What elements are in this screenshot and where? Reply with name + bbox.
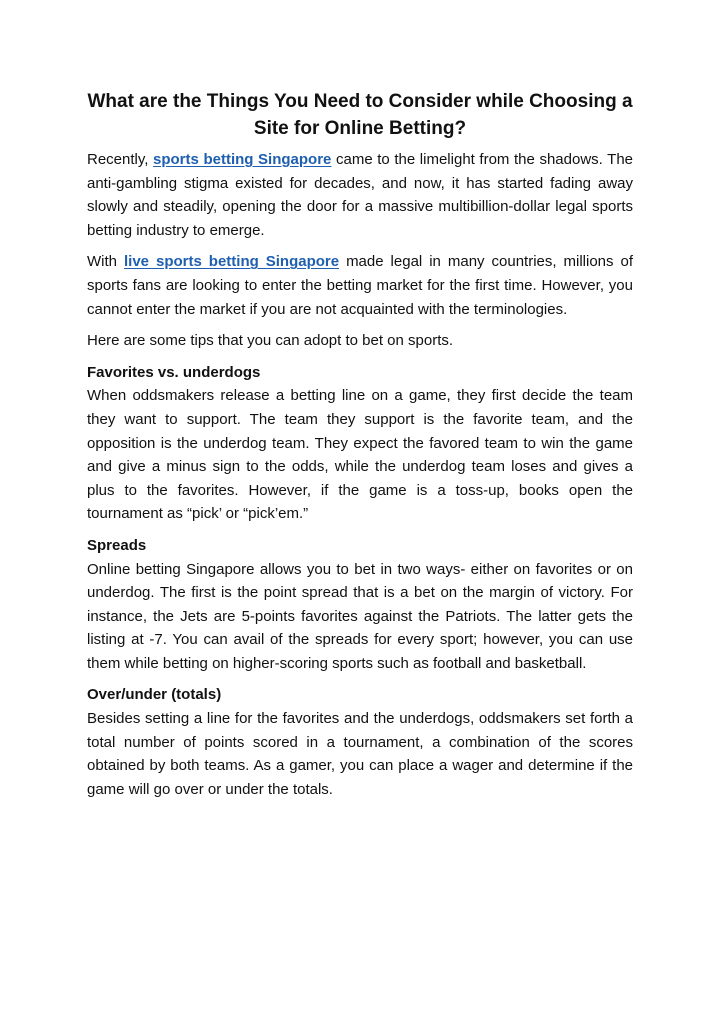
section-heading-favorites: Favorites vs. underdogs [87, 363, 261, 381]
intro-paragraph [87, 148, 633, 242]
second-text-end: made legal in many countries, millions of sports fans are looking to enter the betting market for the first time. However, you cannot enter the market if you are not acquainted with the terminologies. [87, 253, 634, 318]
intro-text-start: Recently, [87, 151, 154, 168]
sports-betting-singapore-link[interactable]: sports betting Singapore [153, 151, 332, 168]
tips-intro-paragraph: Here are some tips that you can adopt to bet on sports. [87, 332, 454, 350]
section-body-favorites: When oddsmakers release a betting line on a game, they first decide the team they want to support. The team they support is the favorite team, and the opposition is the underdog team. They expect the favored team to win the game and give a minus sign to the odds, while the underdog team loses and gives a plus to the favorites. However, if the game is a toss-up, books open the tournament as “pick’ or “pick’em.” [87, 387, 633, 523]
section-heading-totals: Over/under (totals) [87, 686, 222, 704]
second-text-start: With [87, 253, 124, 271]
live-sports-betting-singapore-link[interactable]: live sports betting Singapore [123, 253, 340, 271]
intro-text-end: came to the limelight from the shadows. The anti-gambling stigma existed for decades, and now, it has started fading away slowly and steadily, opening the door for a massive multibillion-dollar legal sports betting industry to emerge. [87, 151, 633, 239]
article-title: What are the Things You Need to Consider while Choosing a Site for Online Betting? [87, 91, 633, 139]
second-paragraph [87, 250, 633, 321]
section-body-totals: Besides setting a line for the favorites and the underdogs, oddsmakers set forth a total number of points scored in a tournament, a combination of the scores obtained by both teams. As a gamer, you can place a wager and determine if the game will go over or under the totals. [87, 710, 633, 798]
article-body [87, 88, 633, 801]
section-heading-spreads: Spreads [87, 536, 147, 554]
section-body-spreads: Online betting Singapore allows you to bet in two ways- either on favorites or on underdog. The first is the point spread that is a bet on the margin of victory. For instance, the Jets are 5-points favorites against the Patriots. The latter gets the listing at -7. You can avail of the spreads for every sport; however, you can use them while betting on higher-scoring sports such as football and basketball. [87, 560, 633, 672]
